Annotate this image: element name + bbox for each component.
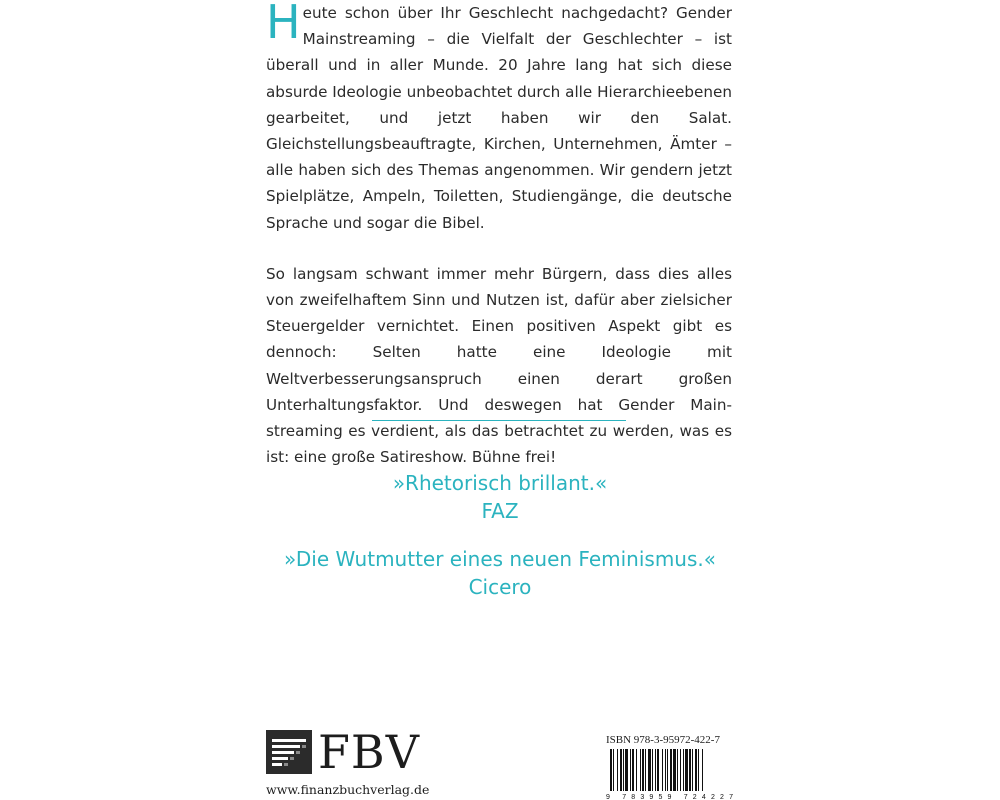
publisher-website: www.finanzbuchverlag.de xyxy=(266,782,430,797)
drop-cap: H xyxy=(266,0,301,49)
publisher-logo-text: FBV xyxy=(318,725,420,779)
divider-line xyxy=(372,420,626,421)
fbv-stairs-logo-icon xyxy=(266,730,312,774)
blurb-text xyxy=(266,0,732,470)
isbn-label: ISBN 978-3-95972-422-7 xyxy=(606,734,720,746)
quote-source: Cicero xyxy=(468,575,532,599)
isbn-barcode xyxy=(606,749,733,800)
review-quote-1 xyxy=(200,469,800,525)
review-quote-2 xyxy=(200,545,800,601)
barcode-digits: 9 783959 724227 xyxy=(606,794,733,800)
quote-text: »Rhetorisch brillant.« xyxy=(392,471,608,495)
quote-text: »Die Wutmutter eines neuen Feminismus.« xyxy=(283,547,716,571)
publisher-logo xyxy=(266,725,420,779)
blurb-paragraph-2: So langsam schwant immer mehr Bürgern, dass dies alles von zweifelhaftem Sinn und Nutzen ist, dafür aber zielsicher Steuergelder vernichtet. Einen positiven Aspekt gibt es dennoch: Selten hatte eine Ideologie mit Weltverbesserungsanspruch einen derart großen Unterhaltungsfaktor. Und deswegen hat Gender Mainstreaming es verdient, als das betrachtet zu werden, was es ist: eine große Satireshow. Bühne frei! xyxy=(266,264,732,467)
quote-source: FAZ xyxy=(481,499,519,523)
paragraph-1-text: eute schon über Ihr Geschlecht nachgedacht? Gender Mainstreaming – die Vielfalt der Geschlechter – ist überall und in aller Munde. 20 Jahre lang hat sich diese absurde Ideologie unbeobachtet durch alle Hierarchieebenen gearbeitet, und jetzt haben wir den Salat. Gleichstellungsbeauftragte, Kirchen, Unternehmen, Ämter – alle haben sich des Themas angenommen. Wir gendern jetzt Spielplätze, Ampeln, Toiletten, Studiengänge, die deutsche Sprache und sogar die Bibel. xyxy=(266,4,732,232)
blurb-paragraph-1 xyxy=(266,0,732,236)
